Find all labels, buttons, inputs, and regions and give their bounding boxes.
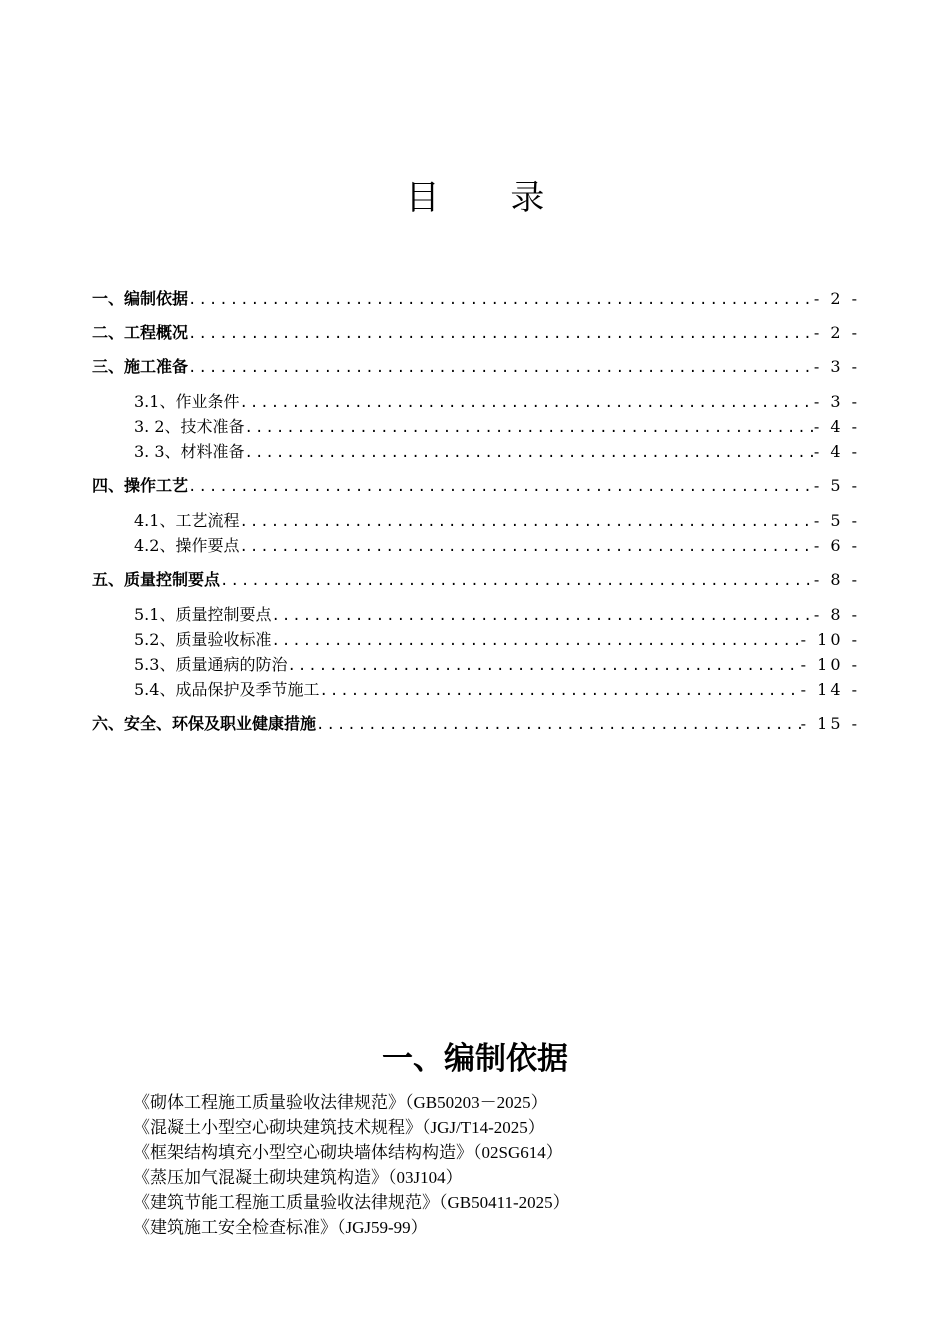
toc-entry-page: - 4 - bbox=[813, 417, 860, 436]
toc-leader-dots bbox=[239, 510, 813, 533]
toc-entry-page: - 14 - bbox=[800, 680, 860, 699]
toc-entry-page: - 6 - bbox=[813, 536, 860, 555]
toc-entry-label: 3. 2、技术准备 bbox=[134, 417, 245, 436]
section-heading: 一、编制依据 bbox=[382, 1041, 568, 1077]
toc-leader-dots bbox=[188, 356, 814, 379]
toc-entry[interactable] bbox=[92, 321, 860, 345]
toc-entry-label: 四、操作工艺 bbox=[92, 476, 189, 495]
toc-entry[interactable] bbox=[92, 287, 860, 311]
toc-entry-label: 一、编制依据 bbox=[92, 289, 189, 308]
toc-entry[interactable] bbox=[92, 712, 860, 736]
toc-subentry[interactable] bbox=[92, 439, 860, 464]
toc-entry-label: 5.3、质量通病的防治 bbox=[134, 655, 288, 674]
reference-item: 《混凝土小型空心砌块建筑技术规程》（JGJ/T14-2025） bbox=[133, 1118, 545, 1137]
toc-leader-dots bbox=[188, 288, 814, 311]
reference-list bbox=[133, 1090, 570, 1240]
toc-entry-page: - 10 - bbox=[800, 655, 860, 674]
toc-title: 目 录 bbox=[405, 178, 575, 218]
toc-subentry[interactable] bbox=[92, 389, 860, 414]
toc-leader-dots bbox=[287, 654, 800, 677]
toc-leader-dots bbox=[316, 713, 801, 736]
toc-entry-page: - 8 - bbox=[813, 605, 860, 624]
reference-item: 《蒸压加气混凝土砌块建筑构造》（03J104） bbox=[133, 1168, 463, 1187]
toc-entry-label: 二、工程概况 bbox=[92, 323, 189, 342]
reference-item: 《建筑施工安全检查标准》（JGJ59-99） bbox=[133, 1218, 428, 1237]
toc-entry-page: - 10 - bbox=[800, 630, 860, 649]
toc-leader-dots bbox=[239, 535, 813, 558]
toc-entry-label: 4.2、操作要点 bbox=[134, 536, 240, 555]
toc-entry-label: 3.1、作业条件 bbox=[134, 392, 240, 411]
toc-entry-page: - 8 - bbox=[813, 570, 860, 589]
toc-leader-dots bbox=[188, 475, 814, 498]
toc-entry-page: - 2 - bbox=[813, 289, 860, 308]
toc-entry[interactable] bbox=[92, 568, 860, 592]
toc-subentry[interactable] bbox=[92, 677, 860, 702]
toc-entry-page: - 15 - bbox=[800, 714, 860, 733]
toc-subentry[interactable] bbox=[92, 627, 860, 652]
toc-entry-page: - 3 - bbox=[813, 357, 860, 376]
reference-item: 《建筑节能工程施工质量验收法律规范》（GB50411-2025） bbox=[133, 1193, 570, 1212]
toc-leader-dots bbox=[271, 604, 813, 627]
toc-entry-page: - 4 - bbox=[813, 442, 860, 461]
toc-entry-label: 三、施工准备 bbox=[92, 357, 189, 376]
toc-leader-dots bbox=[188, 322, 814, 345]
reference-item: 《砌体工程施工质量验收法律规范》（GB50203－2025） bbox=[133, 1093, 548, 1112]
toc-subentry[interactable] bbox=[92, 508, 860, 533]
toc-leader-dots bbox=[220, 569, 814, 592]
toc-entry-label: 五、质量控制要点 bbox=[92, 570, 221, 589]
toc-entry-page: - 5 - bbox=[813, 476, 860, 495]
toc-entry-label: 3. 3、材料准备 bbox=[134, 442, 245, 461]
toc-subentry[interactable] bbox=[92, 533, 860, 558]
toc-leader-dots bbox=[239, 391, 813, 414]
toc-subentry[interactable] bbox=[92, 414, 860, 439]
table-of-contents bbox=[92, 287, 860, 746]
toc-leader-dots bbox=[245, 416, 814, 439]
toc-entry-label: 5.2、质量验收标准 bbox=[134, 630, 272, 649]
toc-entry[interactable] bbox=[92, 355, 860, 379]
toc-entry-page: - 5 - bbox=[813, 511, 860, 530]
toc-subentry[interactable] bbox=[92, 602, 860, 627]
toc-entry-label: 4.1、工艺流程 bbox=[134, 511, 240, 530]
toc-entry-label: 5.1、质量控制要点 bbox=[134, 605, 272, 624]
toc-entry-label: 六、安全、环保及职业健康措施 bbox=[92, 714, 317, 733]
reference-item: 《框架结构填充小型空心砌块墙体结构构造》（02SG614） bbox=[133, 1143, 563, 1162]
toc-entry-page: - 2 - bbox=[813, 323, 860, 342]
toc-leader-dots bbox=[319, 679, 800, 702]
toc-entry-label: 5.4、成品保护及季节施工 bbox=[134, 680, 320, 699]
toc-leader-dots bbox=[271, 629, 800, 652]
toc-entry[interactable] bbox=[92, 474, 860, 498]
toc-subentry[interactable] bbox=[92, 652, 860, 677]
toc-leader-dots bbox=[245, 441, 814, 464]
toc-entry-page: - 3 - bbox=[813, 392, 860, 411]
